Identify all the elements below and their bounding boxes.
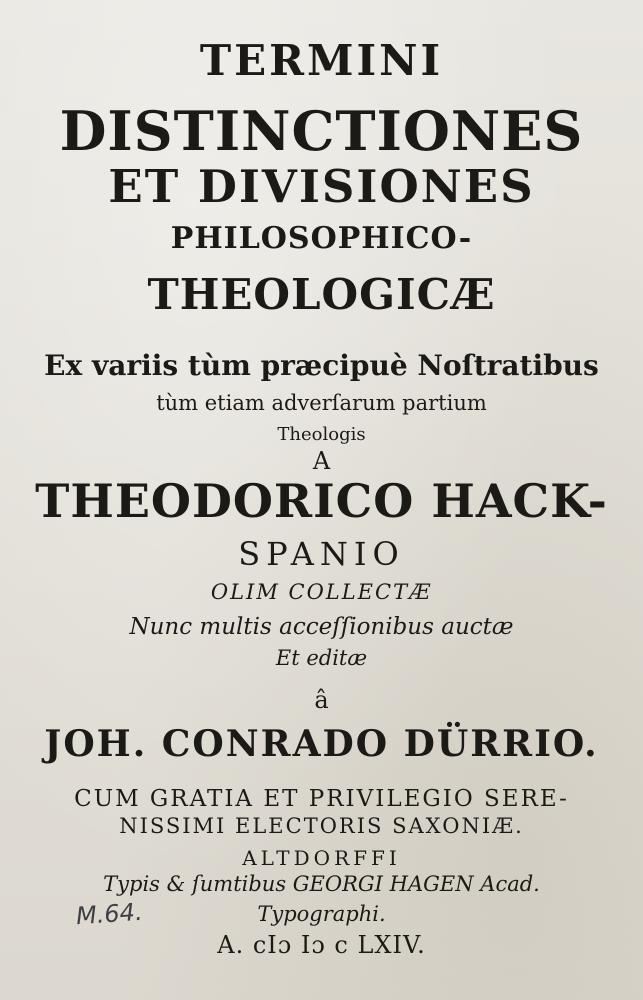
author-preposition: A (312, 447, 331, 475)
collection-note-line-2: Nunc multis acceſſionibus auctæ (129, 614, 514, 640)
title-line-5: THEOLOGICÆ (147, 270, 496, 319)
subtitle-line-1: Ex variis tùm præcipuè Noſtratibus (44, 349, 599, 382)
imprint-printer-line-2: Typographi. (257, 902, 386, 926)
editor-preposition: â (314, 686, 329, 714)
subtitle-line-3: Theologis (277, 424, 366, 445)
title-line-2: DISTINCTIONES (59, 99, 584, 163)
editor-name: JOH. CONRADO DÜRRIO. (44, 723, 599, 765)
title-line-4: PHILOSOPHICO- (170, 221, 473, 256)
imprint-printer-line-1: Typis & ſumtibus GEORGI HAGEN Acad. (103, 872, 540, 896)
privilege-line-2: NISSIMI ELECTORIS SAXONIÆ. (119, 814, 524, 838)
subtitle-line-2: tùm etiam adverſarum partium (156, 391, 487, 415)
author-name-line-2: SPANIO (238, 535, 405, 573)
title-line-3: ET DIVISIONES (108, 160, 535, 213)
author-name-line-1: THEODORICO HACK- (35, 474, 608, 528)
title-line-1: TERMINI (199, 36, 444, 85)
collection-note-line-3: Et editæ (275, 646, 368, 670)
privilege-line-1: CUM GRATIA ET PRIVILEGIO SERE- (74, 786, 569, 812)
imprint-date: A. cIɔ Iɔ c LXIV. (217, 931, 426, 959)
collection-note-line-1: OLIM COLLECTÆ (210, 580, 433, 604)
imprint-place: ALTDORFFI (242, 846, 401, 870)
handwritten-shelfmark: M.64. (75, 897, 144, 931)
